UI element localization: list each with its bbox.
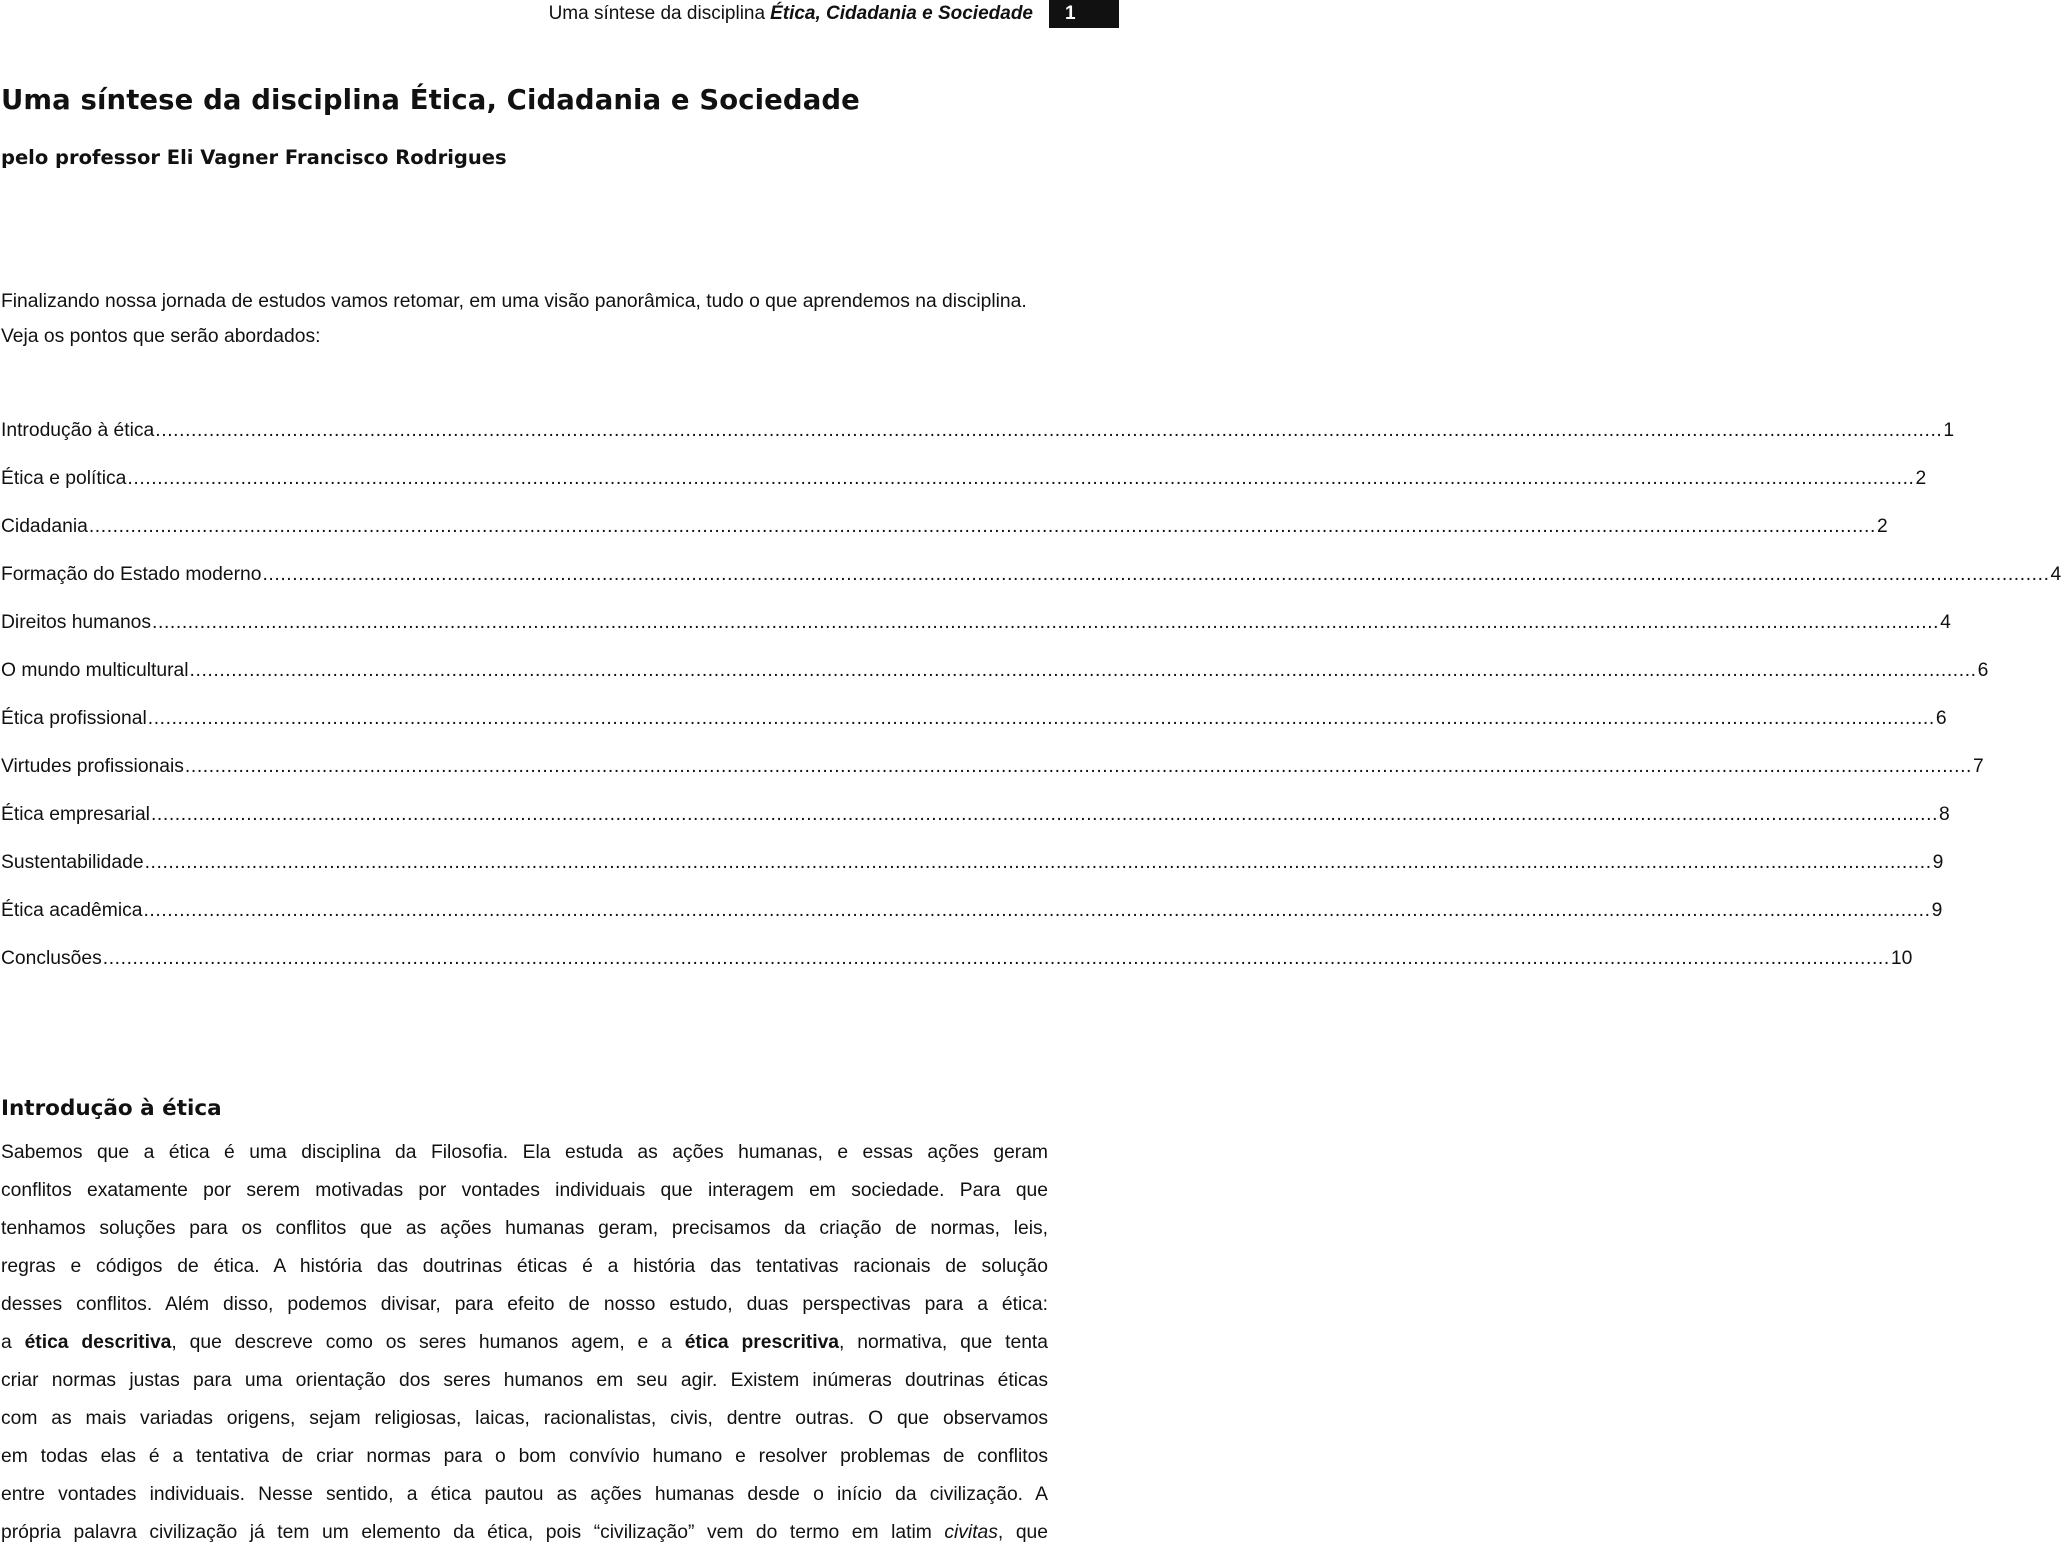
toc-leader-dots: ............................................................................................................................................................................................................................................................................................................	[189, 660, 1977, 681]
body-text-run: , normativa, que tenta	[839, 1332, 1049, 1353]
toc-entry-page: 4	[1940, 612, 1951, 633]
toc-entry-label: Formação do Estado moderno	[1, 564, 262, 585]
term-etica-prescritiva: ética prescritiva	[684, 1332, 840, 1353]
page-number-badge: 1	[1049, 0, 1119, 28]
toc-leader-dots: ............................................................................................................................................................................................................................................................................................................	[127, 468, 1915, 489]
toc-entry-page: 6	[1977, 660, 1989, 681]
toc-entry[interactable]	[1, 468, 1927, 516]
toc-entry-page: 2	[1876, 516, 1888, 537]
running-header-course-name: Ética, Cidadania e Sociedade	[770, 3, 1033, 24]
toc-entry[interactable]	[1, 852, 1944, 900]
term-etica-descritiva: ética descritiva	[24, 1332, 172, 1353]
body-line: em todas elas é a tentativa de criar normas para o bom convívio humano e resolver problemas de conflitos	[1, 1446, 1048, 1467]
toc-entry-label: Direitos humanos	[1, 612, 152, 633]
toc-entry-page: 4	[2050, 564, 2061, 585]
toc-entry-label: O mundo multicultural	[1, 660, 189, 681]
toc-entry[interactable]	[1, 804, 1950, 852]
running-header	[549, 0, 1119, 28]
toc-leader-dots: ............................................................................................................................................................................................................................................................................................................	[88, 516, 1876, 537]
toc-entry[interactable]	[1, 948, 1913, 996]
body-line: com as mais variadas origens, sejam religiosas, laicas, racionalistas, civis, dentre outras. O que observamos	[1, 1408, 1048, 1429]
toc-entry[interactable]	[1, 708, 1947, 756]
body-line: desses conflitos. Além disso, podemos divisar, para efeito de nosso estudo, duas perspectivas para a ética:	[1, 1294, 1048, 1315]
toc-leader-dots: ............................................................................................................................................................................................................................................................................................................	[147, 708, 1935, 729]
body-line	[1, 1514, 1048, 1552]
body-text-run: , que	[997, 1522, 1048, 1543]
body-line: conflitos exatamente por serem motivadas por vontades individuais que interagem em sociedade. Para que	[1, 1180, 1048, 1201]
toc-entry-label: Ética e política	[1, 468, 127, 489]
body-line: regras e códigos de ética. A história das doutrinas éticas é a história das tentativas racionais de solução	[1, 1256, 1048, 1277]
toc-leader-dots: ............................................................................................................................................................................................................................................................................................................	[152, 612, 1940, 633]
term-civitas: civitas	[944, 1522, 998, 1543]
toc-entry-label: Ética empresarial	[1, 804, 150, 825]
toc-entry[interactable]	[1, 756, 1984, 804]
toc-leader-dots: ............................................................................................................................................................................................................................................................................................................	[184, 756, 1973, 777]
section-heading: Introdução à ética	[1, 1096, 222, 1121]
body-text-run: , que descreve como os seres humanos agem, e a	[171, 1332, 685, 1353]
toc-entry-page: 9	[1931, 900, 1943, 921]
toc-leader-dots: ............................................................................................................................................................................................................................................................................................................	[143, 900, 1931, 921]
body-text-run: própria palavra civilização já tem um elemento da ética, pois “civilização” vem do termo em latim	[1, 1522, 945, 1543]
document-title: Uma síntese da disciplina Ética, Cidadania e Sociedade	[1, 84, 860, 116]
toc-entry[interactable]	[1, 900, 1943, 948]
toc-leader-dots: ............................................................................................................................................................................................................................................................................................................	[144, 852, 1932, 873]
toc-entry-page: 8	[1939, 804, 1950, 825]
body-line	[1, 1324, 1048, 1362]
document-subtitle: pelo professor Eli Vagner Francisco Rodrigues	[1, 146, 507, 169]
toc-entry-page: 6	[1935, 708, 1947, 729]
toc-entry-page: 1	[1943, 420, 1955, 441]
toc-entry-label: Ética acadêmica	[1, 900, 143, 921]
table-of-contents	[1, 420, 2061, 996]
toc-entry-page: 2	[1915, 468, 1927, 489]
toc-entry-page: 10	[1890, 948, 1913, 969]
toc-entry-label: Sustentabilidade	[1, 852, 144, 873]
body-line: tenhamos soluções para os conflitos que as ações humanas geram, precisamos da criação de normas, leis,	[1, 1218, 1048, 1239]
body-text-run: a	[1, 1332, 25, 1353]
toc-entry-page: 7	[1973, 756, 1984, 777]
toc-entry-label: Introdução à ética	[1, 420, 155, 441]
toc-leader-dots: ............................................................................................................................................................................................................................................................................................................	[150, 804, 1939, 825]
toc-entry[interactable]	[1, 612, 1951, 660]
toc-entry[interactable]	[1, 420, 1955, 468]
body-line: Sabemos que a ética é uma disciplina da Filosofia. Ela estuda as ações humanas, e essas ações geram	[1, 1142, 1048, 1163]
toc-leader-dots: ............................................................................................................................................................................................................................................................................................................	[102, 948, 1890, 969]
toc-leader-dots: ............................................................................................................................................................................................................................................................................................................	[155, 420, 1943, 441]
toc-entry-page: 9	[1932, 852, 1944, 873]
toc-entry[interactable]	[1, 516, 1888, 564]
intro-paragraph: Finalizando nossa jornada de estudos vamos retomar, em uma visão panorâmica, tudo o que aprendemos na disciplina. Veja os pontos que serão abordados:	[1, 291, 1027, 347]
toc-entry[interactable]	[1, 660, 1989, 708]
toc-entry-label: Ética profissional	[1, 708, 147, 729]
body-line: entre vontades individuais. Nesse sentido, a ética pautou as ações humanas desde o início da civilização. A	[1, 1484, 1048, 1505]
running-header-prefix: Uma síntese da disciplina	[548, 3, 766, 24]
toc-entry-label: Conclusões	[1, 948, 102, 969]
section-body	[1, 1134, 1048, 1552]
toc-leader-dots: ............................................................................................................................................................................................................................................................................................................	[262, 564, 2050, 585]
toc-entry-label: Cidadania	[1, 516, 88, 537]
body-line: criar normas justas para uma orientação dos seres humanos em seu agir. Existem inúmeras doutrinas éticas	[1, 1370, 1048, 1391]
toc-entry-label: Virtudes profissionais	[1, 756, 184, 777]
toc-entry[interactable]	[1, 564, 2061, 612]
